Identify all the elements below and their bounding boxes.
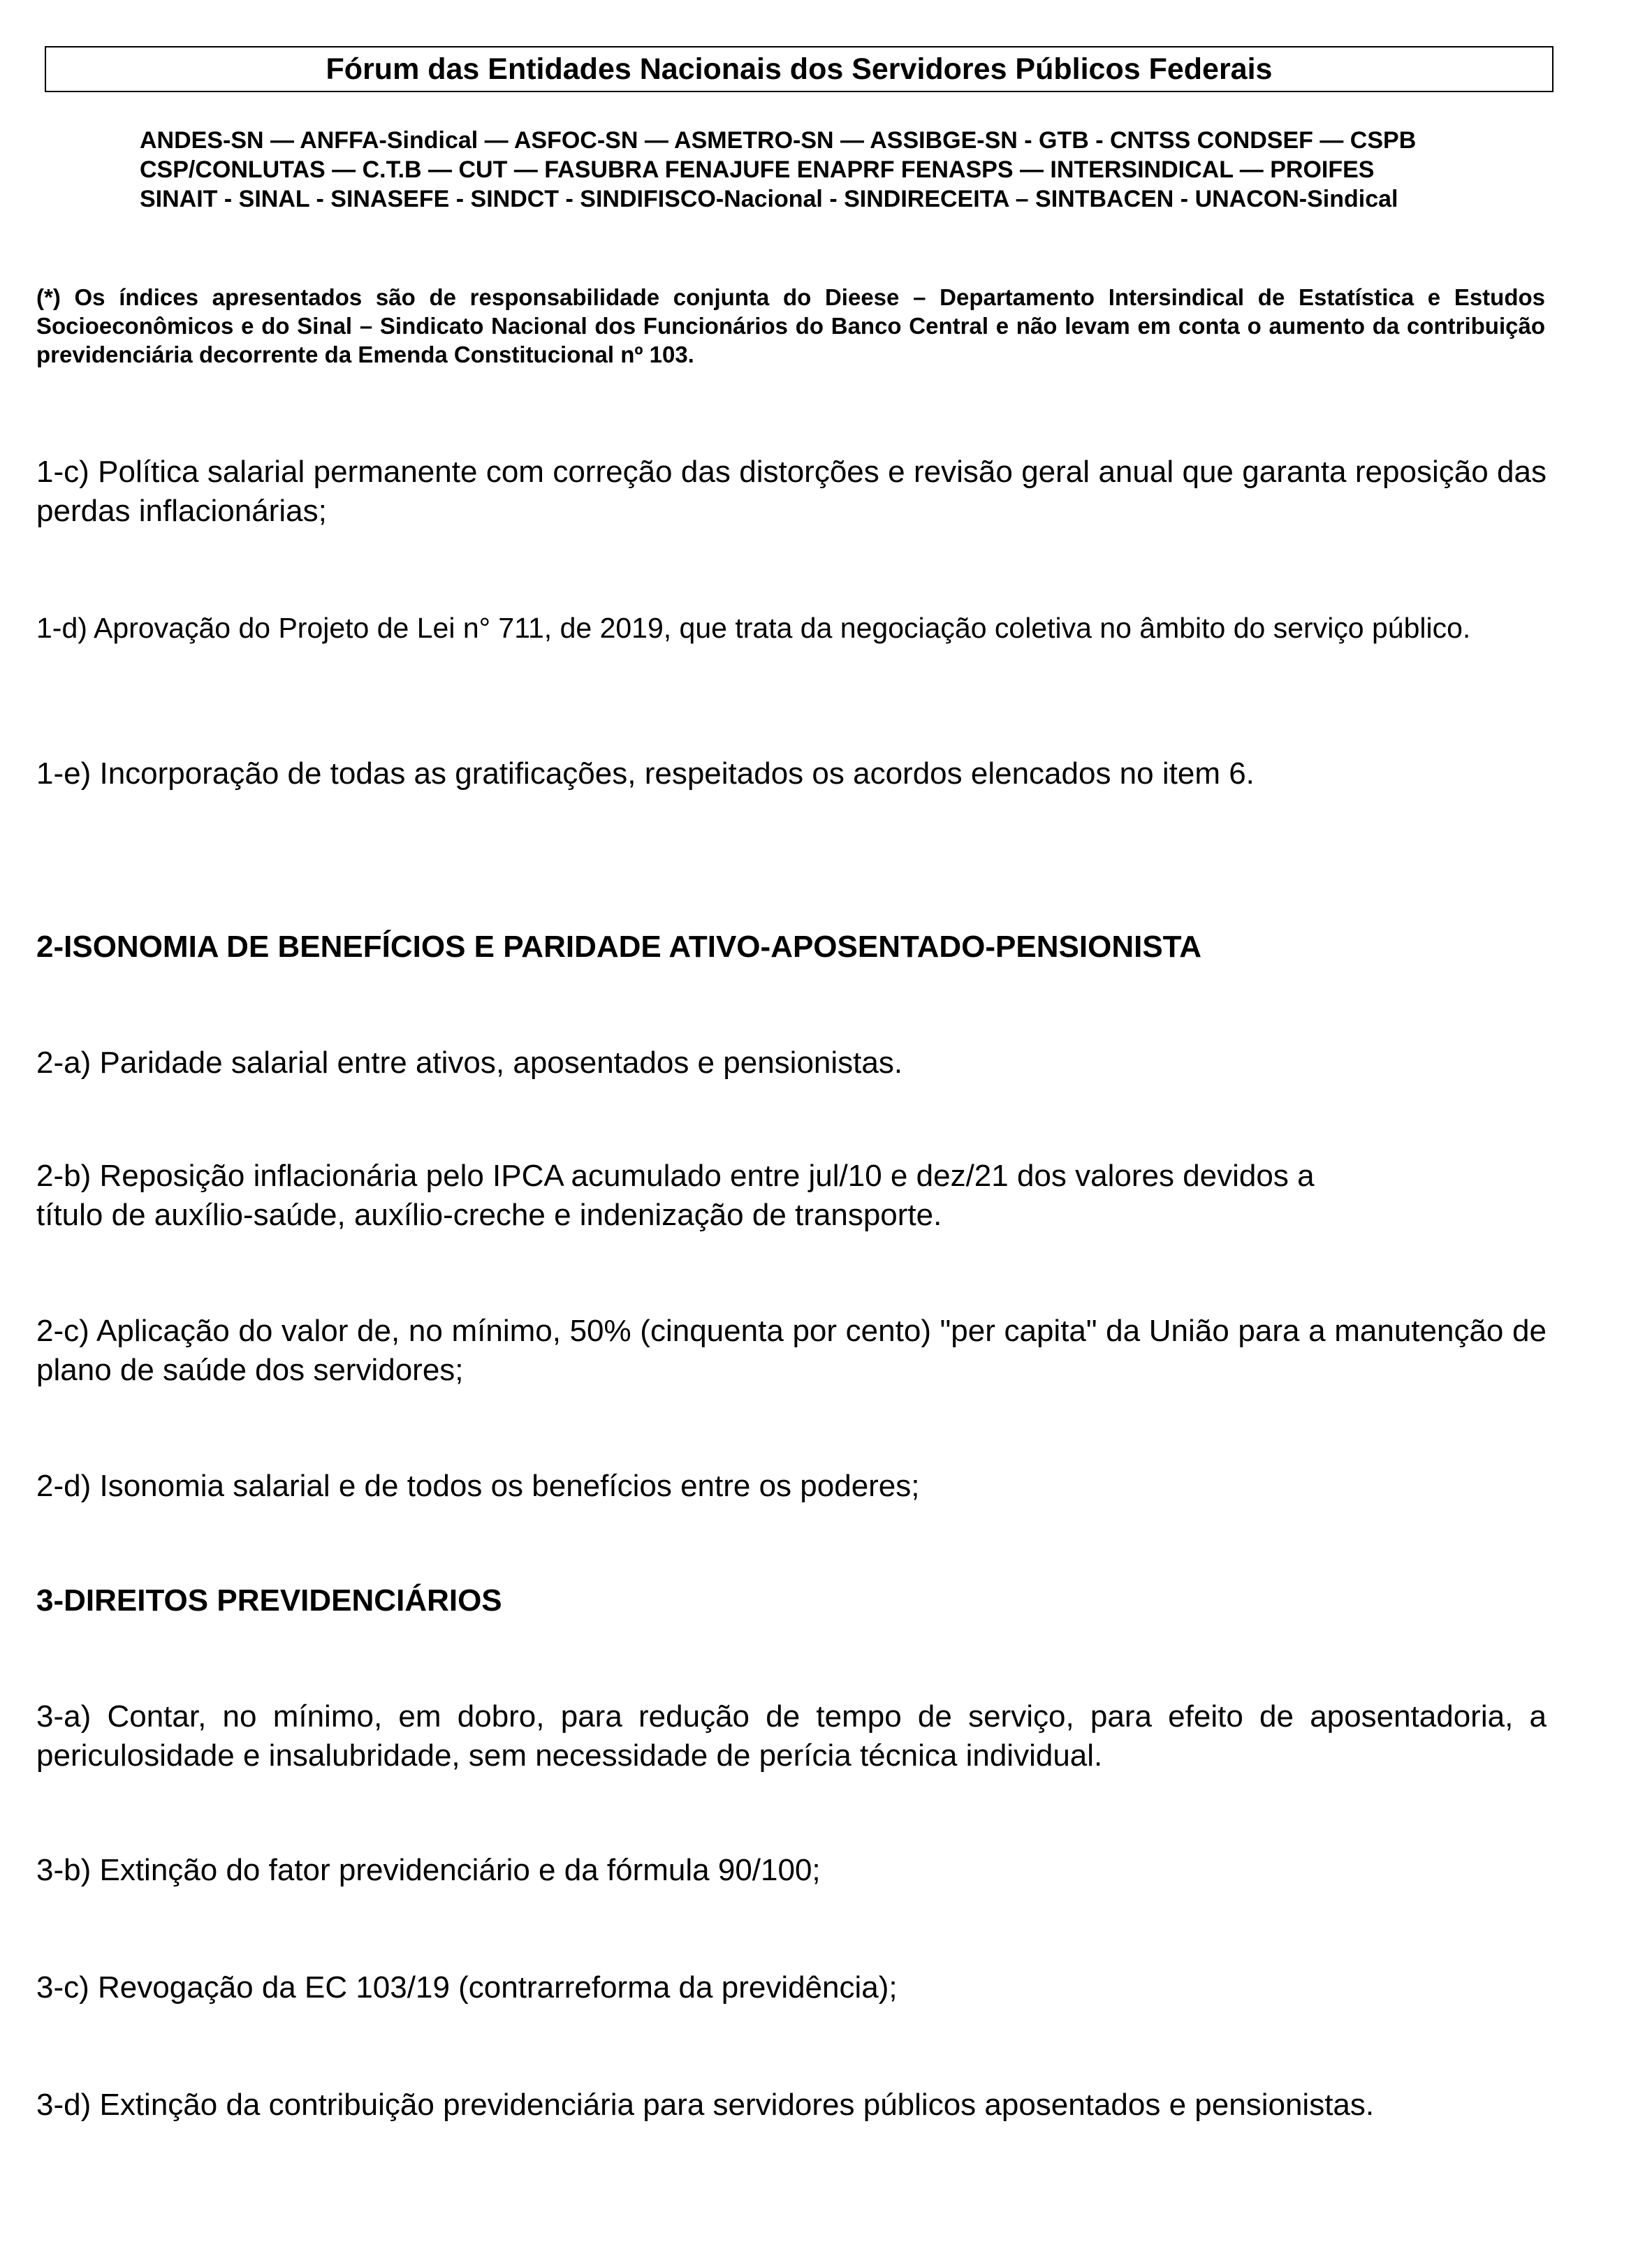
item-2b (36, 1157, 1547, 1235)
item-1c: 1-c) Política salarial permanente com correção das distorções e revisão geral anual que garanta reposição das perdas inflacionárias; (36, 455, 1547, 528)
item-3d: 3-d) Extinção da contribuição previdenciária para servidores públicos aposentados e pensionistas. (36, 2088, 1375, 2122)
item-2a: 2-a) Paridade salarial entre ativos, aposentados e pensionistas. (36, 1046, 903, 1080)
header-box (45, 46, 1554, 92)
member-entities-list (140, 126, 1530, 214)
item-3c: 3-c) Revogação da EC 103/19 (contrarreforma da previdência); (36, 1970, 898, 2005)
page-title: Fórum das Entidades Nacionais dos Servidores Públicos Federais (326, 52, 1273, 86)
entities-line-3: SINAIT - SINAL - SINASEFE - SINDCT - SINDIFISCO-Nacional - SINDIRECEITA – SINTBACEN - UNACON-Sindical (140, 186, 1398, 212)
item-3b: 3-b) Extinção do fator previdenciário e da fórmula 90/100; (36, 1853, 821, 1887)
section-heading-3: 3-DIREITOS PREVIDENCIÁRIOS (36, 1583, 502, 1618)
item-1d: 1-d) Aprovação do Projeto de Lei n° 711, de 2019, que trata da negociação coletiva no âmbito do serviço público. (36, 612, 1471, 644)
item-3a: 3-a) Contar, no mínimo, em dobro, para redução de tempo de serviço, para efeito de aposentadoria, a periculosidade e insalubridade, sem necessidade de perícia técnica individual. (36, 1699, 1547, 1773)
section-heading-2: 2-ISONOMIA DE BENEFÍCIOS E PARIDADE ATIVO-APOSENTADO-PENSIONISTA (36, 930, 1202, 964)
entities-line-1: ANDES-SN — ANFFA-Sindical — ASFOC-SN — ASMETRO-SN — ASSIBGE-SN - GTB - CNTSS CONDSEF — CSPB (140, 127, 1417, 154)
item-2b-line-2: título de auxílio-saúde, auxílio-creche e indenização de transporte. (36, 1198, 942, 1232)
footnote: (*) Os índices apresentados são de responsabilidade conjunta do Dieese – Departamento Intersindical de Estatística e Estudos Socioeconômicos e do Sinal – Sindicato Nacional dos Funcionários do Banco Central e não levam em conta o aumento da contribuição previdenciária decorrente da Emenda Constitucional nº 103. (36, 284, 1545, 367)
entities-line-2: CSP/CONLUTAS — C.T.B — CUT — FASUBRA FENAJUFE ENAPRF FENASPS — INTERSINDICAL — PROIFES (140, 156, 1375, 183)
item-2b-line-1: 2-b) Reposição inflacionária pelo IPCA acumulado entre jul/10 e dez/21 dos valores devidos a (36, 1159, 1315, 1193)
item-2c: 2-c) Aplicação do valor de, no mínimo, 50% (cinquenta por cento) "per capita" da União para a manutenção de plano de saúde dos servidores; (36, 1314, 1547, 1387)
item-2d: 2-d) Isonomia salarial e de todos os benefícios entre os poderes; (36, 1469, 920, 1503)
item-1e: 1-e) Incorporação de todas as gratificações, respeitados os acordos elencados no item 6. (36, 756, 1255, 791)
